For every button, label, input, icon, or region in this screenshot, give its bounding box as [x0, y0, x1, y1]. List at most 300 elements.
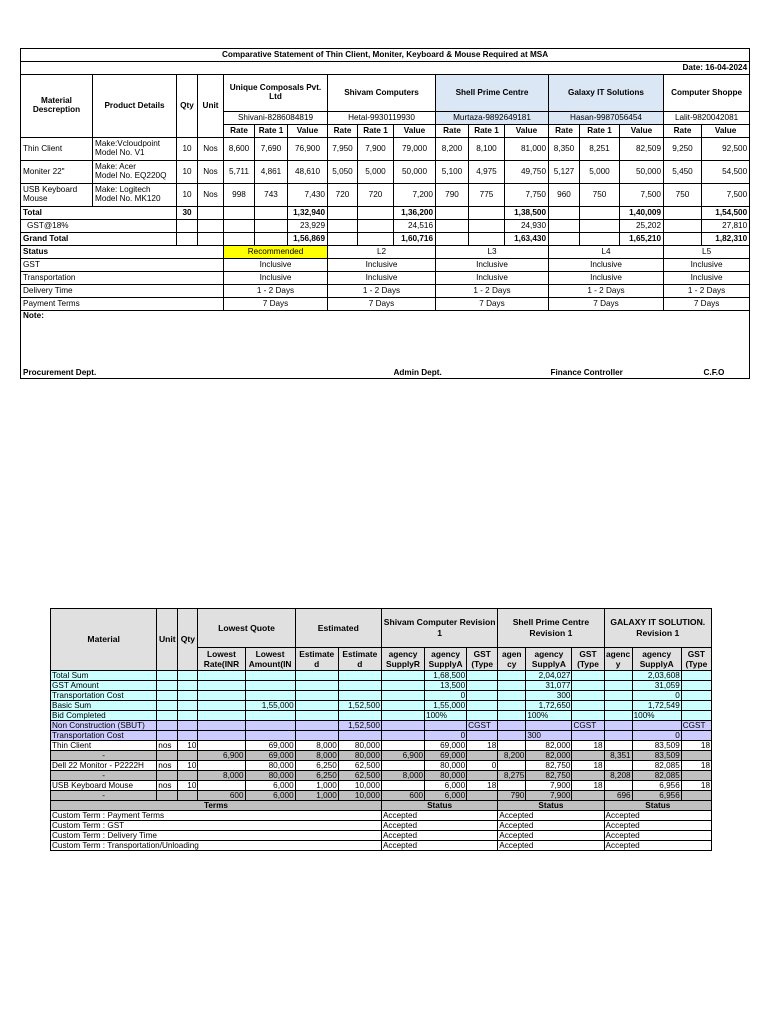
- cell: 5,100: [436, 161, 469, 184]
- cell: 6,900: [381, 751, 424, 761]
- estimated-rate-header: Estimate d: [295, 648, 338, 671]
- item-row: [21, 138, 750, 161]
- cell: 300: [526, 731, 572, 741]
- term-row: [51, 841, 712, 851]
- unit-header: Unit: [198, 75, 224, 138]
- value-header: Value: [620, 125, 664, 138]
- term-value: 7 Days: [224, 298, 328, 311]
- term-label: Transportation: [21, 272, 224, 285]
- statement-title: Comparative Statement of Thin Client, Moniter, Keyboard & Mouse Required at MSA: [21, 49, 750, 62]
- cell: 6,000: [245, 781, 295, 791]
- item-qty: 10: [177, 161, 198, 184]
- material-header: Material: [51, 609, 157, 671]
- term-label: Delivery Time: [21, 285, 224, 298]
- cell: 7,950: [328, 138, 358, 161]
- term-label: Custom Term : Transportation/Unloading: [51, 841, 382, 851]
- rate-header: Rate: [549, 125, 580, 138]
- line-item-row: [51, 761, 712, 771]
- term-value: 7 Days: [664, 298, 750, 311]
- cell: 69,000: [245, 741, 295, 751]
- term-value: 7 Days: [328, 298, 436, 311]
- grand-total-value: 1,82,310: [702, 233, 750, 246]
- term-status: Accepted: [381, 831, 497, 841]
- term-label: Payment Terms: [21, 298, 224, 311]
- statement-date: Date: 16-04-2024: [21, 62, 750, 75]
- cell: 80,000: [245, 761, 295, 771]
- cell: 5,000: [358, 161, 394, 184]
- cell: 80,000: [425, 771, 467, 781]
- cell: 600: [381, 791, 424, 801]
- cell: 790: [436, 184, 469, 207]
- cell: 8,000: [295, 741, 338, 751]
- cell: 9,250: [664, 138, 702, 161]
- cell: 83,509: [632, 741, 681, 751]
- cell: 6,000: [245, 791, 295, 801]
- term-value: 1 - 2 Days: [224, 285, 328, 298]
- vendor-name-3: Shell Prime Centre: [436, 75, 549, 112]
- term-value: 1 - 2 Days: [328, 285, 436, 298]
- term-value: 7 Days: [549, 298, 664, 311]
- term-value: Inclusive: [436, 259, 549, 272]
- rate1-header: Rate 1: [255, 125, 288, 138]
- status-row: [21, 246, 750, 259]
- row-label: Bid Completed: [51, 711, 157, 721]
- term-status: Accepted: [604, 841, 711, 851]
- gst-row: [21, 220, 750, 233]
- cell: 696: [604, 791, 632, 801]
- total-value: 1,38,500: [505, 207, 549, 220]
- cell: 81,000: [505, 138, 549, 161]
- cell: 960: [549, 184, 580, 207]
- cell: 13,500: [425, 681, 467, 691]
- gst-value: 24,516: [394, 220, 436, 233]
- basic-sum-row: [51, 701, 712, 711]
- cell: 82,085: [632, 761, 681, 771]
- item-qty: 10: [177, 184, 198, 207]
- cell: 54,500: [702, 161, 750, 184]
- total-value: 1,36,200: [394, 207, 436, 220]
- cell: 49,750: [505, 161, 549, 184]
- term-status: Accepted: [381, 821, 497, 831]
- term-status: Accepted: [498, 831, 604, 841]
- cell: 82,750: [526, 771, 572, 781]
- cell: 750: [664, 184, 702, 207]
- cell: 0: [425, 691, 467, 701]
- line-unit: nos: [157, 761, 178, 771]
- item-unit: Nos: [198, 138, 224, 161]
- product-header: Product Details: [93, 75, 177, 138]
- rate-header: Rate: [664, 125, 702, 138]
- total-value: 1,54,500: [702, 207, 750, 220]
- item-material: USB Keyboard Mouse: [21, 184, 93, 207]
- term-value: 7 Days: [436, 298, 549, 311]
- vendor-name-1: Unique Composals Pvt. Ltd: [224, 75, 328, 112]
- terms-header: Terms: [51, 801, 382, 811]
- cell: 5,711: [224, 161, 255, 184]
- item-material: Moniter 22": [21, 161, 93, 184]
- signature-finance: Finance Controller: [549, 358, 702, 379]
- vendor-name-5: Computer Shoppe: [664, 75, 750, 112]
- cell: 79,000: [394, 138, 436, 161]
- term-value: 1 - 2 Days: [436, 285, 549, 298]
- terms-header-row: [51, 801, 712, 811]
- rate1-header: Rate 1: [469, 125, 505, 138]
- cell: 6,000: [425, 781, 467, 791]
- cell: 8,000: [198, 771, 245, 781]
- line-material: Thin Client: [51, 741, 157, 751]
- cell: 743: [255, 184, 288, 207]
- row-label: Transportation Cost: [51, 691, 157, 701]
- line-qty: 10: [178, 781, 198, 791]
- cell: 62,500: [338, 771, 381, 781]
- cell: 998: [224, 184, 255, 207]
- cell: 18: [681, 781, 711, 791]
- line-unit: nos: [157, 741, 178, 751]
- item-product: Make: Logitech Model No. MK120: [93, 184, 177, 207]
- vendor-contact-5: Lalit-9820042081: [664, 112, 750, 125]
- total-sum-row: [51, 671, 712, 681]
- term-value: Inclusive: [664, 259, 750, 272]
- cell: 5,000: [580, 161, 620, 184]
- term-status: Accepted: [604, 831, 711, 841]
- rate-header: Rate: [436, 125, 469, 138]
- transport-cost-row: [51, 691, 712, 701]
- cell: 62,500: [338, 761, 381, 771]
- line-qty: 10: [178, 741, 198, 751]
- estimated-amount-header: Estimate d: [338, 648, 381, 671]
- line-material: -: [51, 751, 157, 761]
- term-status: Accepted: [381, 841, 497, 851]
- term-label: Custom Term : Delivery Time: [51, 831, 382, 841]
- cell: 31,077: [526, 681, 572, 691]
- cell: 720: [328, 184, 358, 207]
- line-material: USB Keyboard Mouse: [51, 781, 157, 791]
- gst-type-header: GST (Type: [572, 648, 604, 671]
- cell: 1,55,000: [425, 701, 467, 711]
- signature-cfo: C.F.O: [702, 358, 750, 379]
- total-label: Total: [21, 207, 177, 220]
- total-row: [21, 207, 750, 220]
- term-label: Custom Term : Payment Terms: [51, 811, 382, 821]
- rate-header: Rate: [328, 125, 358, 138]
- cell: 82,509: [620, 138, 664, 161]
- line-item-row: [51, 741, 712, 751]
- cell: 7,430: [288, 184, 328, 207]
- total-value: 1,32,940: [288, 207, 328, 220]
- gst-label: GST@18%: [21, 220, 177, 233]
- item-qty: 10: [177, 138, 198, 161]
- cell: 10,000: [338, 791, 381, 801]
- cell: 100%: [425, 711, 467, 721]
- non-construction-row: [51, 721, 712, 731]
- cell: 5,450: [664, 161, 702, 184]
- cell: 48,610: [288, 161, 328, 184]
- lowest-quote-header: Lowest Quote: [198, 609, 295, 648]
- cell: 82,085: [632, 771, 681, 781]
- term-status: Accepted: [604, 811, 711, 821]
- line-item-subrow: [51, 771, 712, 781]
- item-unit: Nos: [198, 184, 224, 207]
- agency-amount-header: agency SupplyA: [526, 648, 572, 671]
- status-header: Status: [381, 801, 497, 811]
- cell: 92,500: [702, 138, 750, 161]
- comparative-statement-table: [20, 48, 750, 379]
- item-material: Thin Client: [21, 138, 93, 161]
- vendor-contact-2: Hetal-9930119930: [328, 112, 436, 125]
- cell: 0: [632, 691, 681, 701]
- cell: 1,68,500: [425, 671, 467, 681]
- cell: 69,000: [245, 751, 295, 761]
- line-material: -: [51, 771, 157, 781]
- cell: 100%: [632, 711, 681, 721]
- cell: 8,275: [498, 771, 526, 781]
- cell: 100%: [526, 711, 572, 721]
- cell: 7,200: [394, 184, 436, 207]
- status-label: Status: [21, 246, 224, 259]
- lowest-rate-header: Lowest Rate(INR: [198, 648, 245, 671]
- vendor-contact-4: Hasan-9987056454: [549, 112, 664, 125]
- cell: 18: [467, 781, 498, 791]
- total-qty: 30: [177, 207, 198, 220]
- vendor-contact-3: Murtaza-9892649181: [436, 112, 549, 125]
- cell: 790: [498, 791, 526, 801]
- term-status: Accepted: [604, 821, 711, 831]
- signature-procurement: Procurement Dept.: [21, 358, 394, 379]
- qty-header: Qty: [178, 609, 198, 671]
- gst-terms-row: [21, 259, 750, 272]
- value-header: Value: [702, 125, 750, 138]
- grand-total-row: [21, 233, 750, 246]
- line-item-subrow: [51, 791, 712, 801]
- cell: 31,059: [632, 681, 681, 691]
- cell: 7,750: [505, 184, 549, 207]
- gst-value: 27,810: [702, 220, 750, 233]
- term-value: 1 - 2 Days: [549, 285, 664, 298]
- cell: 750: [580, 184, 620, 207]
- grand-total-value: 1,56,869: [288, 233, 328, 246]
- term-value: Inclusive: [549, 259, 664, 272]
- cell: 10,000: [338, 781, 381, 791]
- vendor-name-2: Shivam Computers: [328, 75, 436, 112]
- row-label: Basic Sum: [51, 701, 157, 711]
- cell: 82,750: [526, 761, 572, 771]
- qty-header: Qty: [177, 75, 198, 138]
- gst-amount-row: [51, 681, 712, 691]
- term-value: Inclusive: [224, 259, 328, 272]
- term-status: Accepted: [381, 811, 497, 821]
- delivery-terms-row: [21, 285, 750, 298]
- term-status: Accepted: [498, 821, 604, 831]
- item-row: [21, 161, 750, 184]
- line-item-row: [51, 781, 712, 791]
- gst-value: 23,929: [288, 220, 328, 233]
- row-label: Total Sum: [51, 671, 157, 681]
- row-label: GST Amount: [51, 681, 157, 691]
- cell: 1,55,000: [245, 701, 295, 711]
- status-header: Status: [498, 801, 604, 811]
- cell: 18: [681, 741, 711, 751]
- cell: 2,04,027: [526, 671, 572, 681]
- cell: 6,000: [425, 791, 467, 801]
- agency-amount-header: agency SupplyA: [425, 648, 467, 671]
- cell: CGST: [681, 721, 711, 731]
- term-label: Custom Term : GST: [51, 821, 382, 831]
- cell: 775: [469, 184, 505, 207]
- cell: 18: [572, 781, 604, 791]
- cell: 80,000: [245, 771, 295, 781]
- cell: 8,200: [436, 138, 469, 161]
- rate-header: Rate: [224, 125, 255, 138]
- cell: 50,000: [620, 161, 664, 184]
- row-label: Non Construction (SBUT): [51, 721, 157, 731]
- vendor-contact-1: Shivani-8286084819: [224, 112, 328, 125]
- rate1-header: Rate 1: [358, 125, 394, 138]
- cell: 6,250: [295, 771, 338, 781]
- agency-amount-header: agency SupplyA: [632, 648, 681, 671]
- shivam-header: Shivam Computer Revision 1: [381, 609, 497, 648]
- cell: 8,000: [381, 771, 424, 781]
- cell: 83,509: [632, 751, 681, 761]
- cell: 82,000: [526, 751, 572, 761]
- cell: 1,000: [295, 791, 338, 801]
- lowest-amount-header: Lowest Amount(IN: [245, 648, 295, 671]
- payment-terms-row: [21, 298, 750, 311]
- transport-cost-row-2: [51, 731, 712, 741]
- grand-total-label: Grand Total: [21, 233, 177, 246]
- galaxy-header: GALAXY IT SOLUTION. Revision 1: [604, 609, 711, 648]
- term-value: Inclusive: [664, 272, 750, 285]
- cell: 720: [358, 184, 394, 207]
- status-recommended-badge: Recommended: [224, 246, 328, 259]
- term-value: Inclusive: [549, 272, 664, 285]
- agency-rate-header: agenc y: [605, 649, 631, 669]
- cell: 82,000: [526, 741, 572, 751]
- cell: 1,000: [295, 781, 338, 791]
- cell: 18: [681, 761, 711, 771]
- cell: 1,72,549: [632, 701, 681, 711]
- gst-value: 24,930: [505, 220, 549, 233]
- term-label: GST: [21, 259, 224, 272]
- cell: 8,600: [224, 138, 255, 161]
- cell: 4,861: [255, 161, 288, 184]
- status-value: L4: [549, 246, 664, 259]
- cell: 80,000: [425, 761, 467, 771]
- material-header: Material Descreption: [21, 75, 93, 138]
- cell: 1,52,500: [338, 701, 381, 711]
- term-value: Inclusive: [328, 259, 436, 272]
- cell: CGST: [467, 721, 498, 731]
- cell: 8,251: [580, 138, 620, 161]
- term-value: Inclusive: [224, 272, 328, 285]
- item-product: Make:Vcloudpoint Model No. V1: [93, 138, 177, 161]
- cell: 300: [526, 691, 572, 701]
- signature-admin: Admin Dept.: [394, 358, 549, 379]
- cell: 8,208: [604, 771, 632, 781]
- cell: 5,127: [549, 161, 580, 184]
- grand-total-value: 1,63,430: [505, 233, 549, 246]
- cell: 6,956: [632, 791, 681, 801]
- shell-header: Shell Prime Centre Revision 1: [498, 609, 604, 648]
- gst-type-header: GST (Type: [681, 648, 711, 671]
- total-value: 1,40,009: [620, 207, 664, 220]
- line-qty: 10: [178, 761, 198, 771]
- grand-total-value: 1,65,210: [620, 233, 664, 246]
- item-unit: Nos: [198, 161, 224, 184]
- cell: 18: [572, 761, 604, 771]
- estimated-header: Estimated: [295, 609, 381, 648]
- cell: 18: [572, 741, 604, 751]
- item-row: [21, 184, 750, 207]
- term-row: [51, 811, 712, 821]
- cell: 8,200: [498, 751, 526, 761]
- cell: 7,900: [358, 138, 394, 161]
- unit-header: Unit: [157, 609, 178, 671]
- gst-value: 25,202: [620, 220, 664, 233]
- value-header: Value: [505, 125, 549, 138]
- rate1-header: Rate 1: [580, 125, 620, 138]
- cell: 8,100: [469, 138, 505, 161]
- cell: 8,350: [549, 138, 580, 161]
- term-row: [51, 831, 712, 841]
- cell: 0: [425, 731, 467, 741]
- cell: 76,900: [288, 138, 328, 161]
- cell: 1,52,500: [338, 721, 381, 731]
- line-material: -: [51, 791, 157, 801]
- term-value: 1 - 2 Days: [664, 285, 750, 298]
- status-value: L2: [328, 246, 436, 259]
- term-status: Accepted: [498, 811, 604, 821]
- vendor-name-4: Galaxy IT Solutions: [549, 75, 664, 112]
- cell: 80,000: [338, 751, 381, 761]
- cell: 0: [632, 731, 681, 741]
- line-item-subrow: [51, 751, 712, 761]
- cell: 18: [467, 741, 498, 751]
- cell: 5,050: [328, 161, 358, 184]
- cell: 7,500: [620, 184, 664, 207]
- cell: 600: [198, 791, 245, 801]
- value-header: Value: [288, 125, 328, 138]
- cell: 6,250: [295, 761, 338, 771]
- bid-completed-row: [51, 711, 712, 721]
- item-product: Make: Acer Model No. EQ220Q: [93, 161, 177, 184]
- cell: 0: [467, 761, 498, 771]
- cell: 7,900: [526, 791, 572, 801]
- cell: 8,000: [295, 751, 338, 761]
- gst-type-header: GST (Type: [467, 648, 498, 671]
- cell: 2,03,608: [632, 671, 681, 681]
- status-header: Status: [604, 801, 711, 811]
- value-header: Value: [394, 125, 436, 138]
- cell: 8,351: [604, 751, 632, 761]
- line-material: Dell 22 Monitor - P2222H: [51, 761, 157, 771]
- term-value: Inclusive: [328, 272, 436, 285]
- cell: 6,900: [198, 751, 245, 761]
- cell: 69,000: [425, 741, 467, 751]
- cell: 7,500: [702, 184, 750, 207]
- line-unit: nos: [157, 781, 178, 791]
- cell: 80,000: [338, 741, 381, 751]
- quote-summary-table: [50, 608, 712, 851]
- term-value: Inclusive: [436, 272, 549, 285]
- status-value: L3: [436, 246, 549, 259]
- cell: 1,72,650: [526, 701, 572, 711]
- transport-terms-row: [21, 272, 750, 285]
- term-status: Accepted: [498, 841, 604, 851]
- note-label: Note:: [21, 311, 750, 359]
- cell: 7,690: [255, 138, 288, 161]
- cell: 50,000: [394, 161, 436, 184]
- status-value: L5: [664, 246, 750, 259]
